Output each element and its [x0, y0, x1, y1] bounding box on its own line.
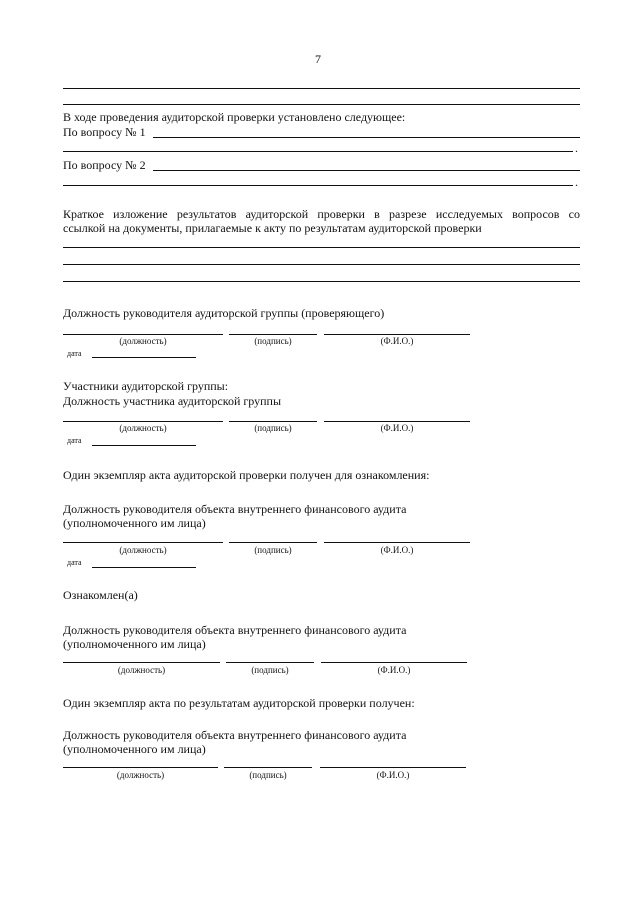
name-line — [321, 662, 467, 663]
position-caption: (должность) — [117, 665, 166, 675]
position-line — [63, 542, 223, 543]
date-line — [92, 445, 196, 446]
position-caption: (должность) — [119, 545, 167, 555]
rule — [63, 281, 580, 282]
rule — [63, 104, 580, 105]
period: . — [575, 141, 578, 155]
object-head-label-1: Должность руководителя объекта внутреннего финансового аудита — [63, 623, 407, 637]
position-line — [63, 421, 223, 422]
name-line — [324, 421, 470, 422]
head-auditor-label: Должность руководителя аудиторской группы (проверяющего) — [63, 306, 385, 320]
signature-caption: (подпись) — [254, 545, 292, 555]
rule — [63, 88, 580, 89]
period: . — [575, 175, 578, 189]
signature-line — [226, 662, 314, 663]
name-caption: (Ф.И.О.) — [380, 423, 414, 433]
answer-2-line-2 — [63, 185, 573, 186]
question-2-label: По вопросу № 2 — [63, 158, 146, 172]
summary-line-1: Краткое изложение результатов аудиторской проверки в разрезе исследуемых вопросов со — [63, 207, 580, 221]
date-line — [92, 357, 196, 358]
signature-line — [224, 767, 312, 768]
signature-line — [229, 542, 317, 543]
signature-caption: (подпись) — [249, 770, 287, 780]
object-head-label-1: Должность руководителя объекта внутреннего финансового аудита — [63, 502, 407, 516]
name-caption: (Ф.И.О.) — [380, 336, 414, 346]
copy-for-review-label: Один экземпляр акта аудиторской проверки получен для ознакомления: — [63, 468, 430, 482]
position-caption: (должность) — [116, 770, 165, 780]
signature-line — [229, 334, 317, 335]
signature-caption: (подпись) — [254, 336, 292, 346]
object-head-label-2: (уполномоченного им лица) — [63, 742, 206, 756]
date-label: дата — [67, 436, 82, 445]
name-caption: (Ф.И.О.) — [376, 770, 410, 780]
participant-position-label: Должность участника аудиторской группы — [63, 394, 282, 408]
name-line — [324, 334, 470, 335]
rule — [63, 247, 580, 248]
position-line — [63, 334, 223, 335]
position-caption: (должность) — [119, 336, 167, 346]
position-line — [63, 767, 218, 768]
signature-caption: (подпись) — [254, 423, 292, 433]
position-line — [63, 662, 220, 663]
answer-2-line — [153, 170, 580, 171]
name-line — [320, 767, 466, 768]
signature-caption: (подпись) — [251, 665, 289, 675]
name-caption: (Ф.И.О.) — [380, 545, 414, 555]
participants-label: Участники аудиторской группы: — [63, 379, 229, 393]
answer-1-line-2 — [63, 151, 573, 152]
signature-line — [229, 421, 317, 422]
object-head-label-2: (уполномоченного им лица) — [63, 516, 206, 530]
date-label: дата — [67, 349, 82, 358]
question-1-label: По вопросу № 1 — [63, 125, 146, 139]
answer-1-line — [153, 137, 580, 138]
name-caption: (Ф.И.О.) — [377, 665, 411, 675]
rule — [63, 264, 580, 265]
name-line — [324, 542, 470, 543]
position-caption: (должность) — [119, 423, 167, 433]
date-label: дата — [67, 558, 82, 567]
object-head-label-2: (уполномоченного им лица) — [63, 637, 206, 651]
summary-line-2: ссылкой на документы, прилагаемые к акту по результатам аудиторской проверки — [63, 221, 482, 235]
page-number: 7 — [315, 52, 321, 66]
intro-text: В ходе проведения аудиторской проверки установлено следующее: — [63, 110, 406, 124]
acknowledged-label: Ознакомлен(а) — [63, 588, 138, 602]
date-line — [92, 567, 196, 568]
object-head-label-1: Должность руководителя объекта внутреннего финансового аудита — [63, 728, 407, 742]
copy-received-label: Один экземпляр акта по результатам аудиторской проверки получен: — [63, 696, 415, 710]
